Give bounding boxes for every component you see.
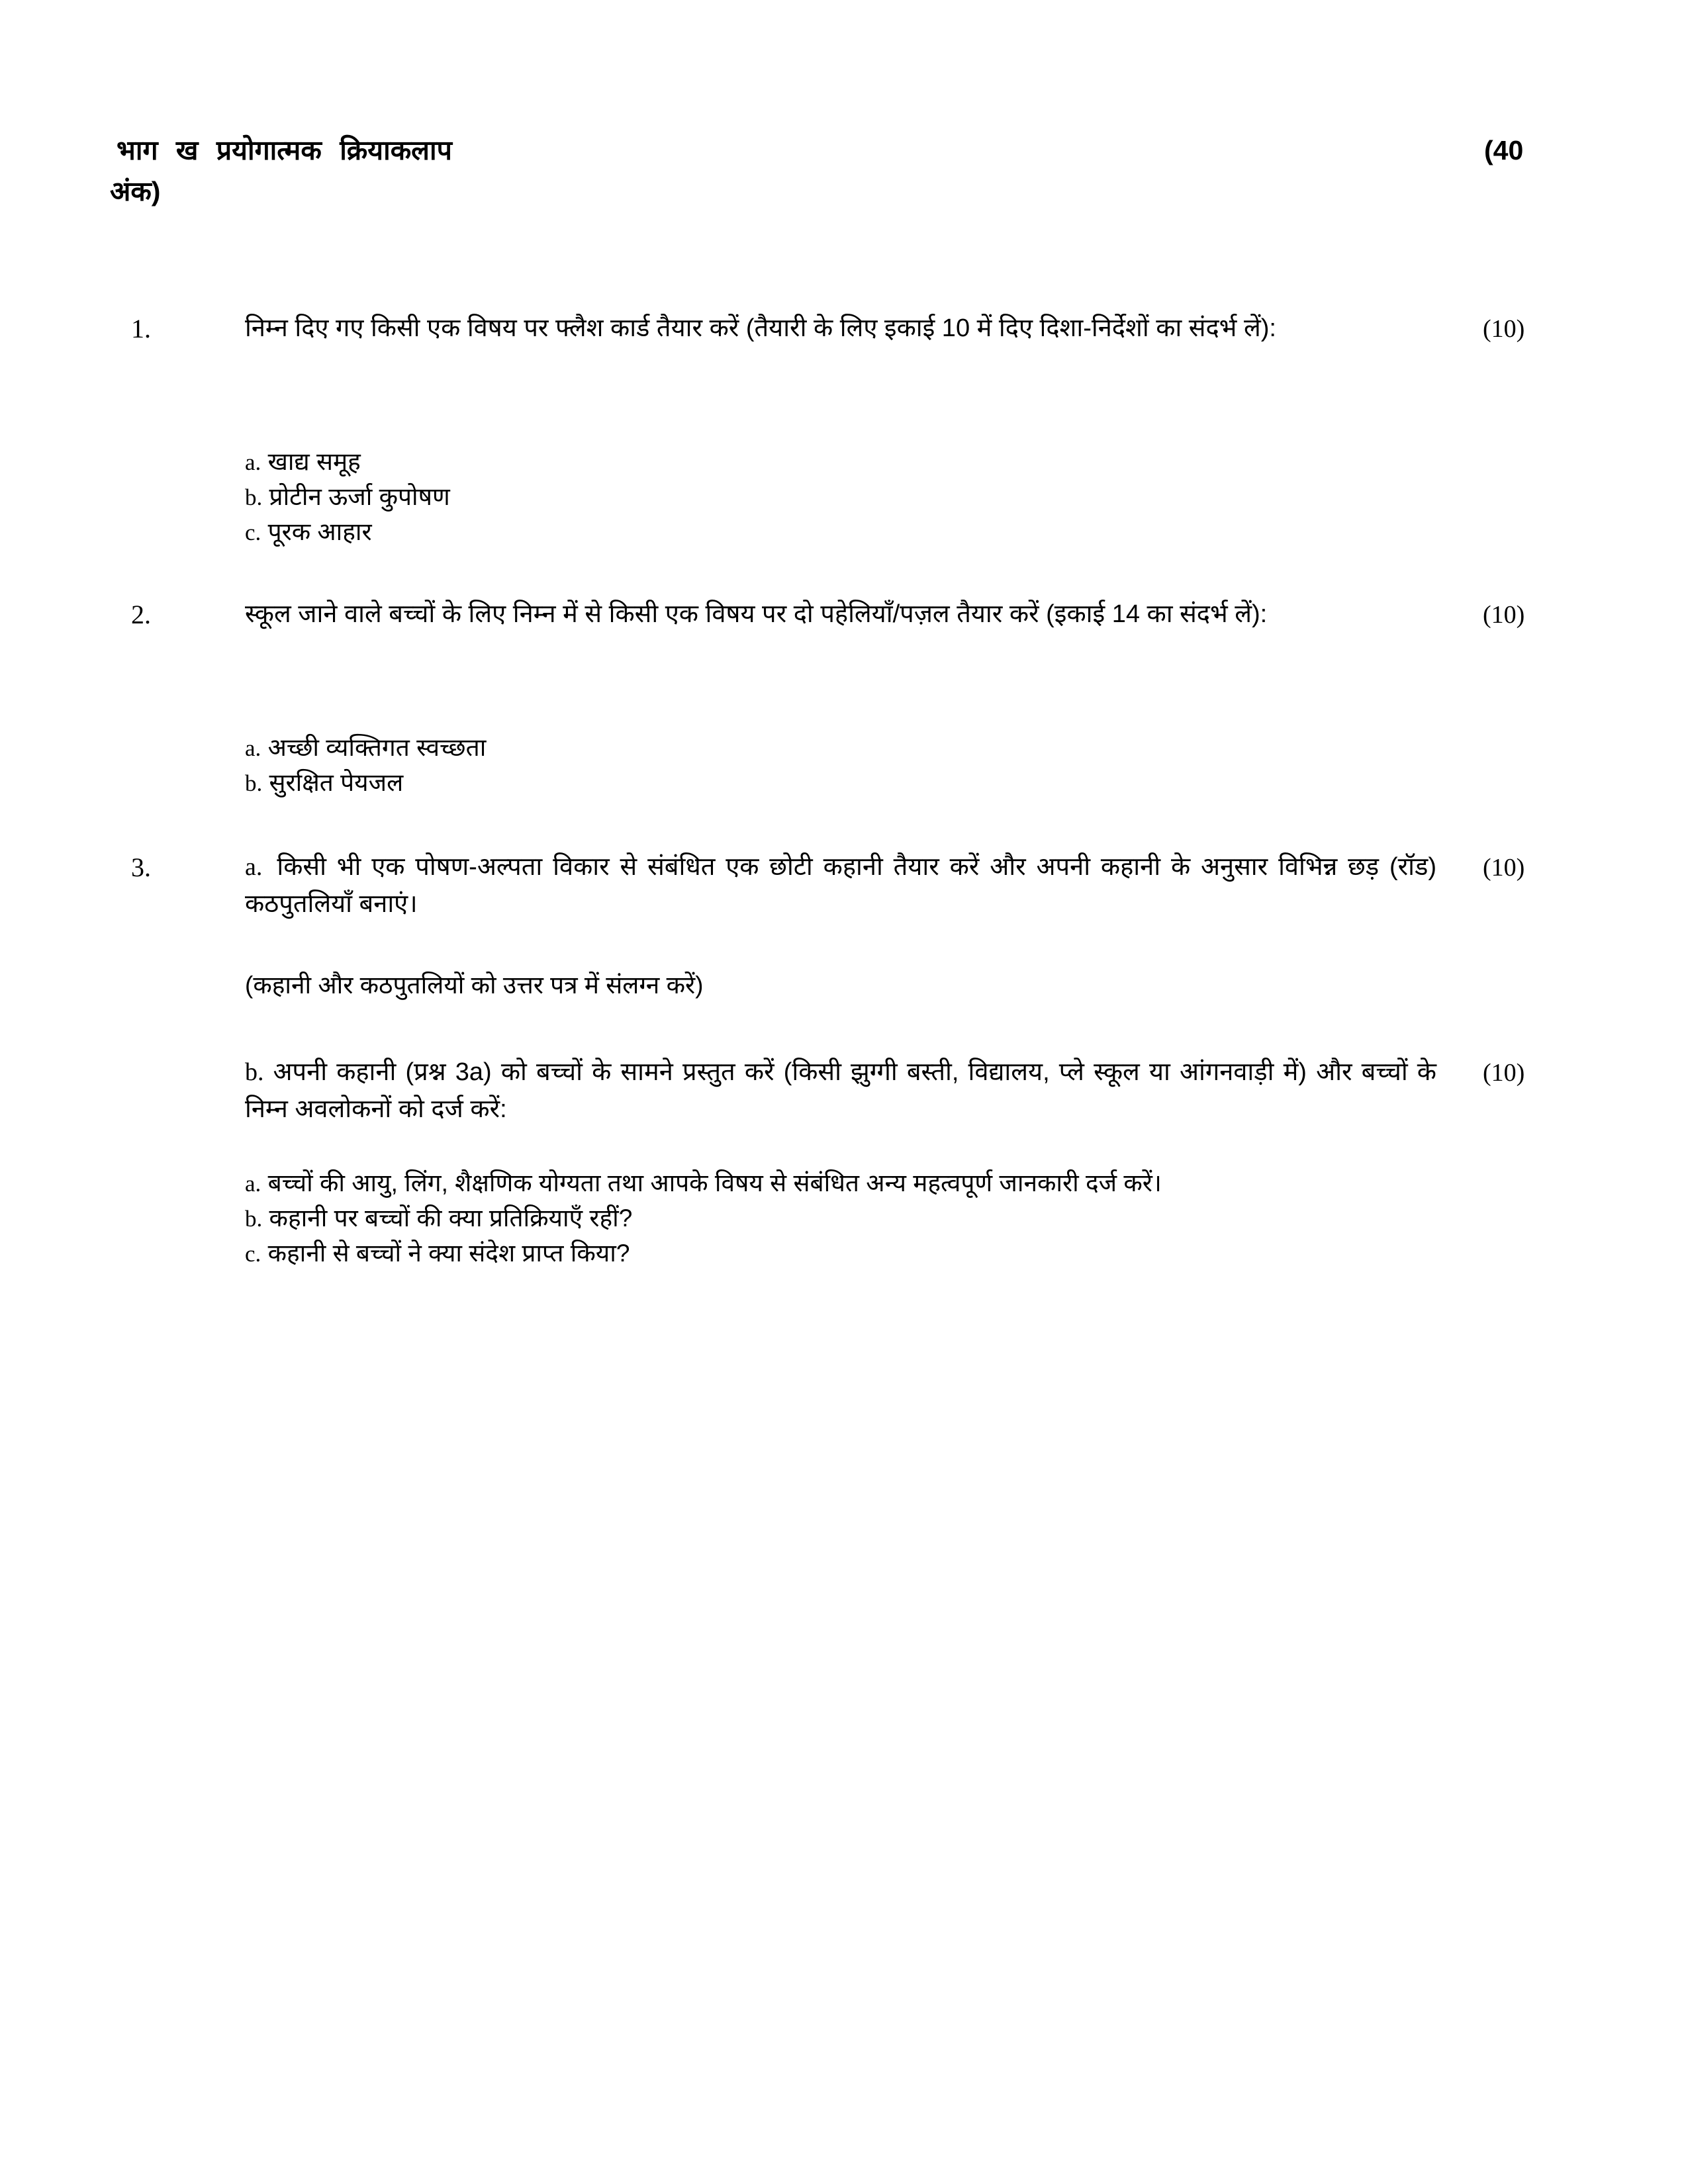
observation-marker: b. — [245, 1206, 263, 1232]
question-3b-marks: (10) — [1483, 1059, 1525, 1087]
section-total-marks-open: (40 — [1484, 135, 1524, 165]
observation-list — [245, 1166, 1162, 1271]
question-1-text: निम्न दिए गए किसी एक विषय पर फ्लैश कार्ड तैयार करें (तैयारी के लिए इकाई 10 में दिए दिशा-निर्देशों का संदर्भ लें): — [245, 314, 1276, 342]
question-2-option-list — [245, 731, 486, 801]
question-2-number: 2. — [131, 600, 151, 629]
observation-marker: a. — [245, 1171, 261, 1197]
question-3a-marks: (10) — [1483, 854, 1525, 882]
question-3a-note: (कहानी और कठपुतलियों को उत्तर पत्र में संलग्न करें) — [245, 972, 704, 999]
option-marker: a. — [245, 449, 261, 475]
question-2-body — [245, 596, 1436, 633]
observation-marker: c. — [245, 1241, 261, 1267]
question-1-marks: (10) — [1483, 315, 1525, 343]
option-label: पूरक आहार — [267, 518, 372, 545]
option-label: सुरक्षित पेयजल — [269, 769, 404, 796]
question-1-body — [245, 310, 1436, 347]
question-3b-text: अपनी कहानी (प्रश्न 3a) को बच्चों के सामने प्रस्तुत करें (किसी झुग्गी बस्ती, विद्यालय, प्ले स्कूल या आंगनवाड़ी में) और बच्चों के निम्न अवलोकनों को दर्ज करें: — [245, 1058, 1436, 1123]
section-header-line-1 — [113, 130, 1602, 171]
observation-item-b — [245, 1201, 1162, 1236]
observation-label: कहानी से बच्चों ने क्या संदेश प्राप्त किया? — [267, 1240, 630, 1267]
option-label: खाद्य समूह — [267, 448, 361, 475]
question-3b-body — [245, 1054, 1436, 1128]
question-3b-marker: b. — [245, 1058, 264, 1086]
option-label: अच्छी व्यक्तिगत स्वच्छता — [267, 734, 487, 761]
question-1-option-list — [245, 445, 450, 550]
option-marker: a. — [245, 735, 261, 761]
question-2-marks: (10) — [1483, 601, 1525, 629]
question-1-option-b — [245, 480, 450, 515]
question-3a-text: किसी भी एक पोषण-अल्पता विकार से संबंधित एक छोटी कहानी तैयार करें और अपनी कहानी के अनुसार विभिन्न छड़ (रॉड) कठपुतलियाँ बनाएं। — [245, 853, 1436, 918]
question-3a-body — [245, 848, 1436, 923]
option-marker: b. — [245, 770, 263, 796]
question-3b-text-wrap — [245, 1054, 1436, 1128]
section-title: भाग ख प्रयोगात्मक क्रियाकलाप — [117, 135, 452, 165]
option-marker: c. — [245, 520, 261, 545]
observation-item-c — [245, 1236, 1162, 1271]
question-2-option-a — [245, 731, 486, 766]
question-3a-marker: a. — [245, 853, 263, 881]
question-3a-text-wrap — [245, 848, 1436, 923]
section-header — [110, 130, 1602, 212]
question-3-number: 3. — [131, 852, 151, 882]
option-label: प्रोटीन ऊर्जा कुपोषण — [269, 483, 450, 510]
observation-label: बच्चों की आयु, लिंग, शैक्षणिक योग्यता तथा आपके विषय से संबंधित अन्य महत्वपूर्ण जानकारी दर्ज करें। — [267, 1169, 1162, 1197]
question-1-option-c — [245, 515, 450, 550]
option-marker: b. — [245, 484, 263, 510]
question-1-option-a — [245, 445, 450, 480]
question-2-text: स्कूल जाने वाले बच्चों के लिए निम्न में से किसी एक विषय पर दो पहेलियाँ/पज़ल तैयार करें (इकाई 14 का संदर्भ लें): — [245, 600, 1268, 628]
section-total-marks-close: अंक) — [110, 176, 161, 206]
question-2-option-b — [245, 766, 486, 801]
question-1-number: 1. — [131, 314, 151, 343]
observation-item-a — [245, 1166, 1162, 1201]
observation-label: कहानी पर बच्चों की क्या प्रतिक्रियाएँ रहीं? — [269, 1205, 633, 1232]
